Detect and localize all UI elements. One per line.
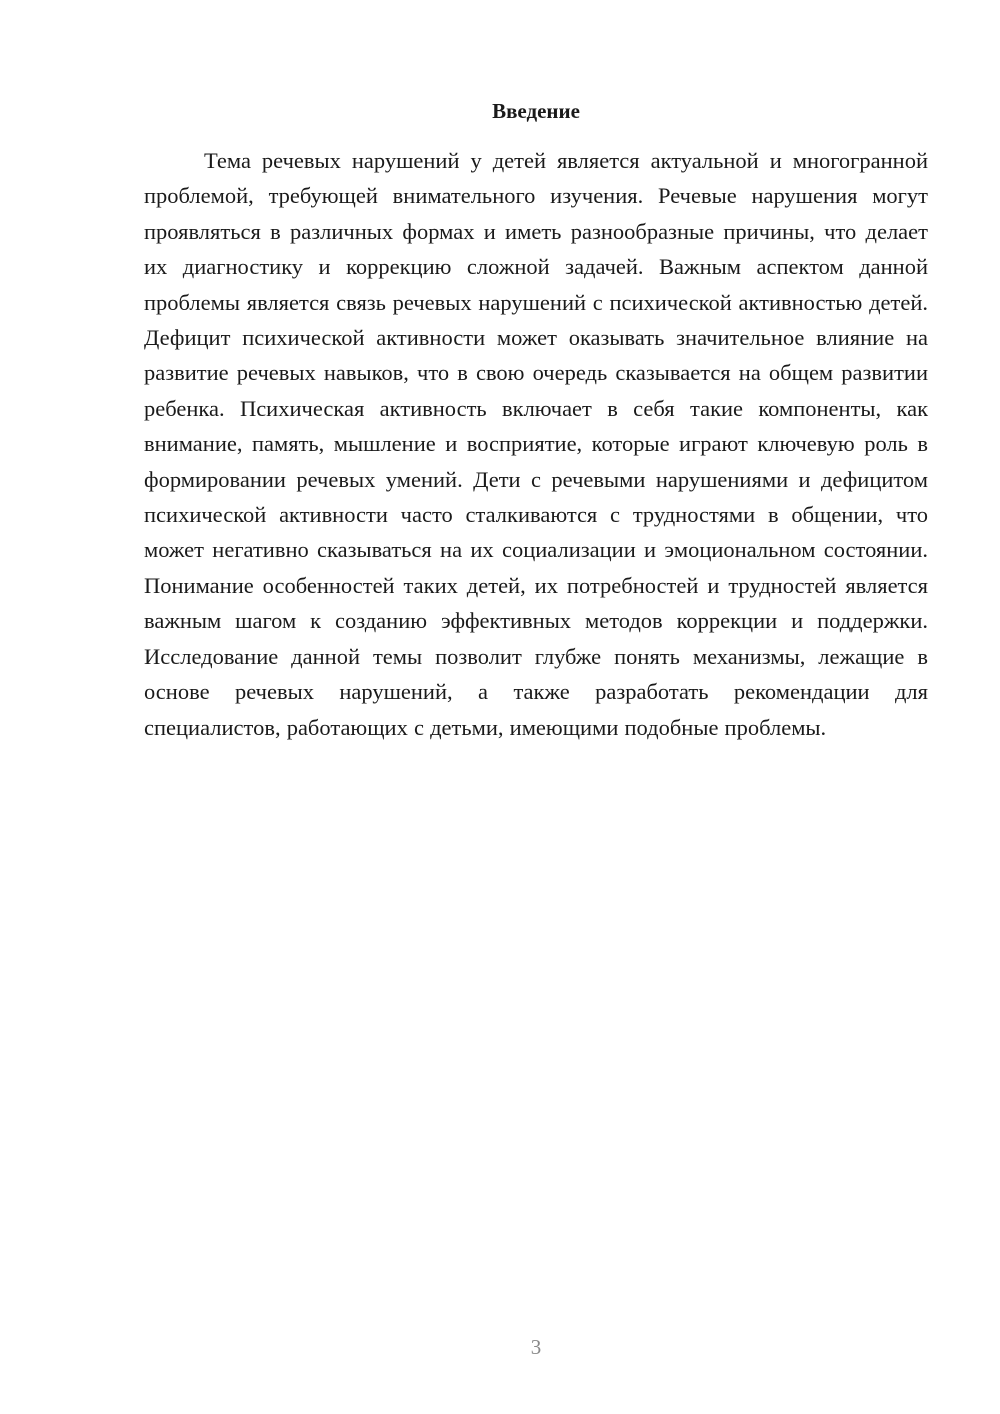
page-number: 3 bbox=[530, 1335, 542, 1359]
body-paragraph: Тема речевых нарушений у детей является актуальной и многогранной проблемой, требующей внимательного изучения. Речевые нарушения могут проявляться в различных формах и иметь разнообразные причины, что делает их диагностику и коррекцию сложной задачей. Важным аспектом данной проблемы является связь речевых нарушений с психической активностью детей. Дефицит психической активности может оказывать значительное влияние на развитие речевых навыков, что в свою очередь сказывается на общем развитии ребенка. Психическая активность включает в себя такие компоненты, как внимание, память, мышление и восприятие, которые играют ключевую роль в формировании речевых умений. Дети с речевыми нарушениями и дефицитом психической активности часто сталкиваются с трудностями в общении, что может негативно сказываться на их социализации и эмоциональном состоянии. Понимание особенностей таких детей, их потребностей и трудностей является важным шагом к созданию эффективных методов коррекции и поддержки. Исследование данной темы позволит глубже понять механизмы, лежащие в основе речевых нарушений, а также разработать рекомендации для специалистов, работающих с детьми, имеющими подобные проблемы. bbox=[144, 148, 928, 740]
section-heading: Введение bbox=[492, 99, 580, 123]
